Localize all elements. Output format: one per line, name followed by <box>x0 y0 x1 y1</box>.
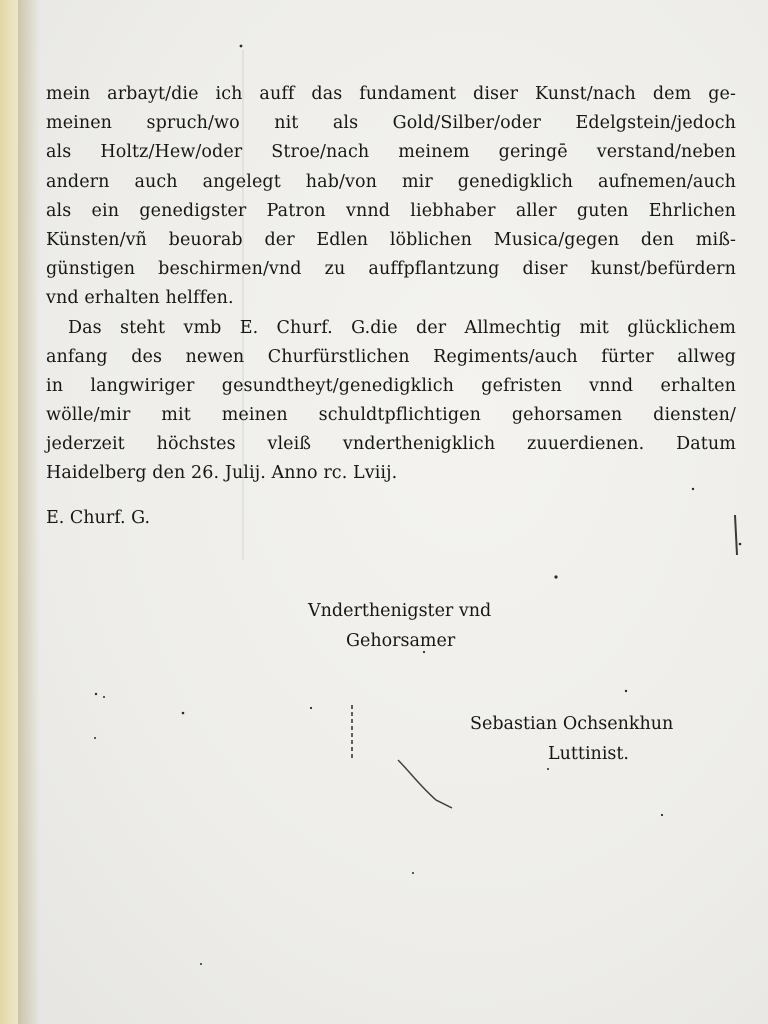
text-line: jederzeit höchstes vleiß vnderthenigklich zuuerdienen. Datum <box>46 434 736 455</box>
signature-title: Luttinist. <box>548 744 629 764</box>
text-line: als Holtz/Hew/oder Stroe/nach meinem geringē verstand/neben <box>46 142 736 163</box>
signature-name: Sebastian Ochsenkhun <box>470 714 674 734</box>
gutter-shadow <box>18 0 40 1024</box>
text-line: wölle/mir mit meinen schuldtpflichtigen gehorsamen diensten/ <box>46 405 736 426</box>
text-line: meinen spruch/wo nit als Gold/Silber/oder Edelgstein/jedoch <box>46 113 736 134</box>
text-line: als ein genedigster Patron vnnd liebhaber aller guten Ehrlichen <box>46 200 736 221</box>
text-line: günstigen beschirmen/vnd zu auffpflantzung diser kunst/befürdern <box>46 259 736 280</box>
text-line: anfang des newen Churfürstlichen Regiments/auch fürter allweg <box>46 346 736 367</box>
text-line: andern auch angelegt hab/von mir genedigklich aufnemen/auch <box>46 171 736 192</box>
signature <box>470 709 673 769</box>
text-line: mein arbayt/die ich auff das fundament diser Kunst/nach dem ge- <box>46 84 736 104</box>
text-line: Künsten/vñ beuorab der Edlen löblichen Musica/gegen den miß- <box>46 229 736 250</box>
subscription-line: Vnderthenigster vnd <box>308 601 492 621</box>
subscription-line: Gehorsamer <box>346 631 456 651</box>
letter-body <box>46 80 736 489</box>
text-line: vnd erhalten helffen. <box>46 288 234 309</box>
closing-address: E. Churf. G. <box>46 508 151 528</box>
text-line: Haidelberg den 26. Julij. Anno rc. Lviij. <box>46 463 398 484</box>
text-line: Das steht vmb E. Churf. G.die der Allmechtig mit glücklichem <box>68 317 736 338</box>
subscription <box>308 596 491 656</box>
text-line: in langwiriger gesundtheyt/genedigklich gefristen vnnd erhalten <box>46 375 736 396</box>
